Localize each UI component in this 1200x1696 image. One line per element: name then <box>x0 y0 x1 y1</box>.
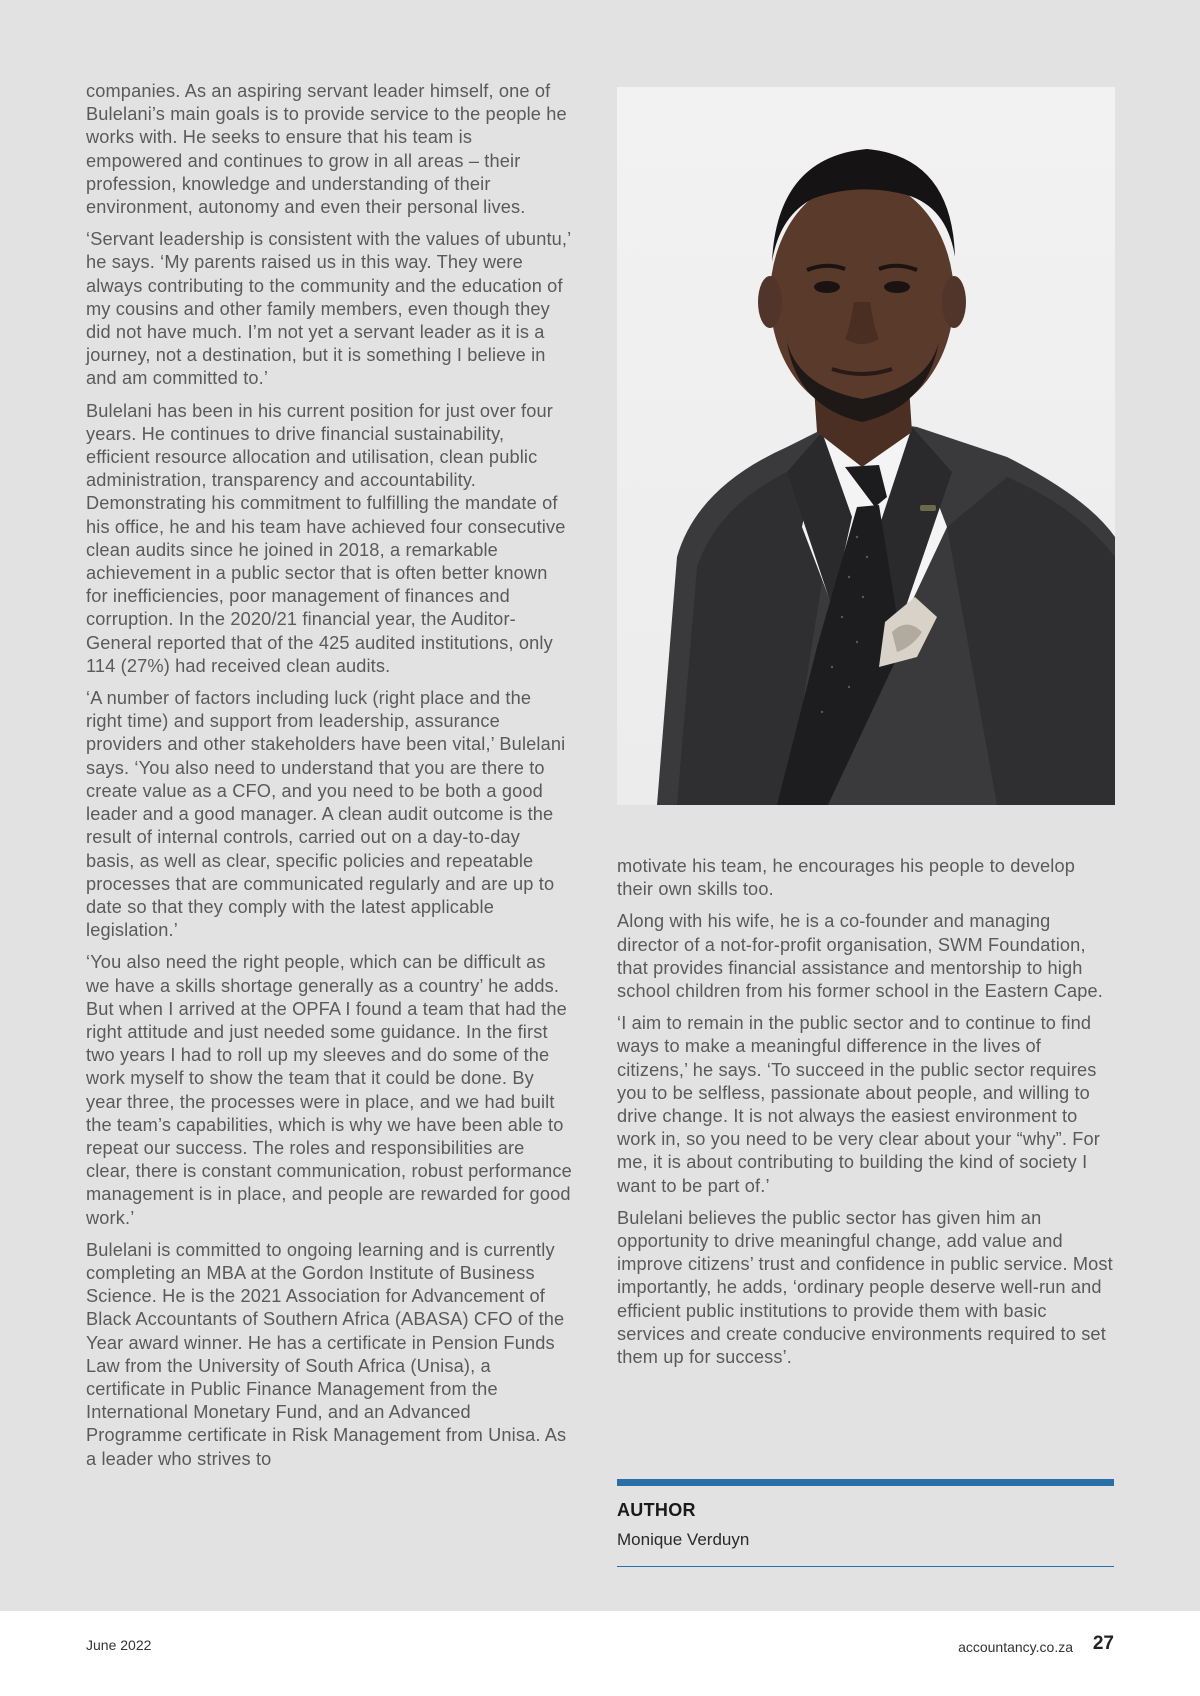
article-left-column <box>86 80 572 1480</box>
article-paragraph: ‘A number of factors including luck (right place and the right time) and support from leadership, assurance providers and other stakeholders have been vital,’ Bulelani says. ‘You also need to understand that you are there to create value as a CFO, and you need to be both a good leader and a good manager. A clean audit outcome is the result of internal controls, carried out on a day-to-day basis, as well as clear, specific policies and repeatable processes that are communicated regularly and are up to date so that they comply with the latest applicable legislation.’ <box>86 688 566 941</box>
issue-date: June 2022 <box>86 1637 152 1653</box>
author-name: Monique Verduyn <box>617 1530 750 1549</box>
portrait-illustration <box>617 87 1115 805</box>
article-paragraph: companies. As an aspiring servant leader himself, one of Bulelani’s main goals is to provide service to the people he works with. He seeks to ensure that his team is empowered and continues to grow in all areas – their profession, knowledge and understanding of their environment, autonomy and even their personal lives. <box>86 81 567 218</box>
article-paragraph: Along with his wife, he is a co-founder and managing director of a not-for-profit organisation, SWM Foundation, that provides financial assistance and mentorship to high school children from his former school in the Eastern Cape. <box>617 911 1103 1002</box>
article-paragraph: Bulelani believes the public sector has given him an opportunity to drive meaningful change, add value and improve citizens’ trust and confidence in public service. Most importantly, he adds, ‘ordinary people deserve well-run and efficient public institutions to provide them with basic services and create conducive environments required to set them up for success’. <box>617 1207 1113 1368</box>
article-right-column <box>617 855 1115 1378</box>
article-paragraph: ‘I aim to remain in the public sector and to continue to find ways to make a meaningful difference in the lives of citizens,’ he says. ‘To succeed in the public sector requires you to be selfless, passionate about people, and willing to drive change. It is not always the easiest environment to work in, so you need to be very clear about your “why”. For me, it is about contributing to building the kind of society I want to be part of.’ <box>617 1013 1100 1196</box>
article-paragraph: Bulelani is committed to ongoing learning and is currently completing an MBA at the Gordon Institute of Business Science. He is the 2021 Association for Advancement of Black Accountants of Southern Africa (ABASA) CFO of the Year award winner. He has a certificate in Pension Funds Law from the University of South Africa (Unisa), a certificate in Public Finance Management from the International Monetary Fund, and an Advanced Programme certificate in Risk Management from Unisa. As a leader who strives to <box>86 1239 567 1469</box>
article-paragraph: ‘You also need the right people, which can be difficult as we have a skills shortage generally as a country’ he adds. But when I arrived at the OPFA I found a team that had the right attitude and just needed some guidance. In the first two years I had to roll up my sleeves and do some of the work myself to show the team that it could be done. By year three, the processes were in place, and we had built the team’s capabilities, which is why we have been able to repeat our success. The roles and responsibilities are clear, there is constant communication, robust performance management is in place, and people are rewarded for good work.’ <box>86 952 572 1228</box>
author-top-divider <box>617 1479 1114 1486</box>
page-footer <box>0 1611 1200 1696</box>
article-paragraph: Bulelani has been in his current position for just over four years. He continues to drive financial sustainability, efficient resource allocation and utilisation, clean public administration, transparency and accountability. Demonstrating his commitment to fulfilling the mandate of his office, he and his team have achieved four consecutive clean audits since he joined in 2018, a remarkable achievement in a public sector that is often better known for inefficiencies, poor management of finances and corruption. In the 2020/21 financial year, the Auditor-General reported that of the 425 audited institutions, only 114 (27%) had received clean audits. <box>86 400 566 676</box>
article-paragraph: ‘Servant leadership is consistent with the values of ubuntu,’ he says. ‘My parents raised us in this way. They were always contributing to the community and the education of my cousins and other family members, even though they did not have much. I’m not yet a servant leader as it is a journey, not a destination, but it is something I believe in and am committed to.’ <box>86 229 571 389</box>
article-paragraph: motivate his team, he encourages his people to develop their own skills too. <box>617 856 1076 900</box>
portrait-photo <box>617 87 1115 805</box>
author-label: AUTHOR <box>617 1500 696 1520</box>
author-bottom-divider <box>617 1566 1114 1567</box>
website-link[interactable]: accountancy.co.za <box>958 1639 1073 1655</box>
page-number: 27 <box>1092 1633 1114 1654</box>
